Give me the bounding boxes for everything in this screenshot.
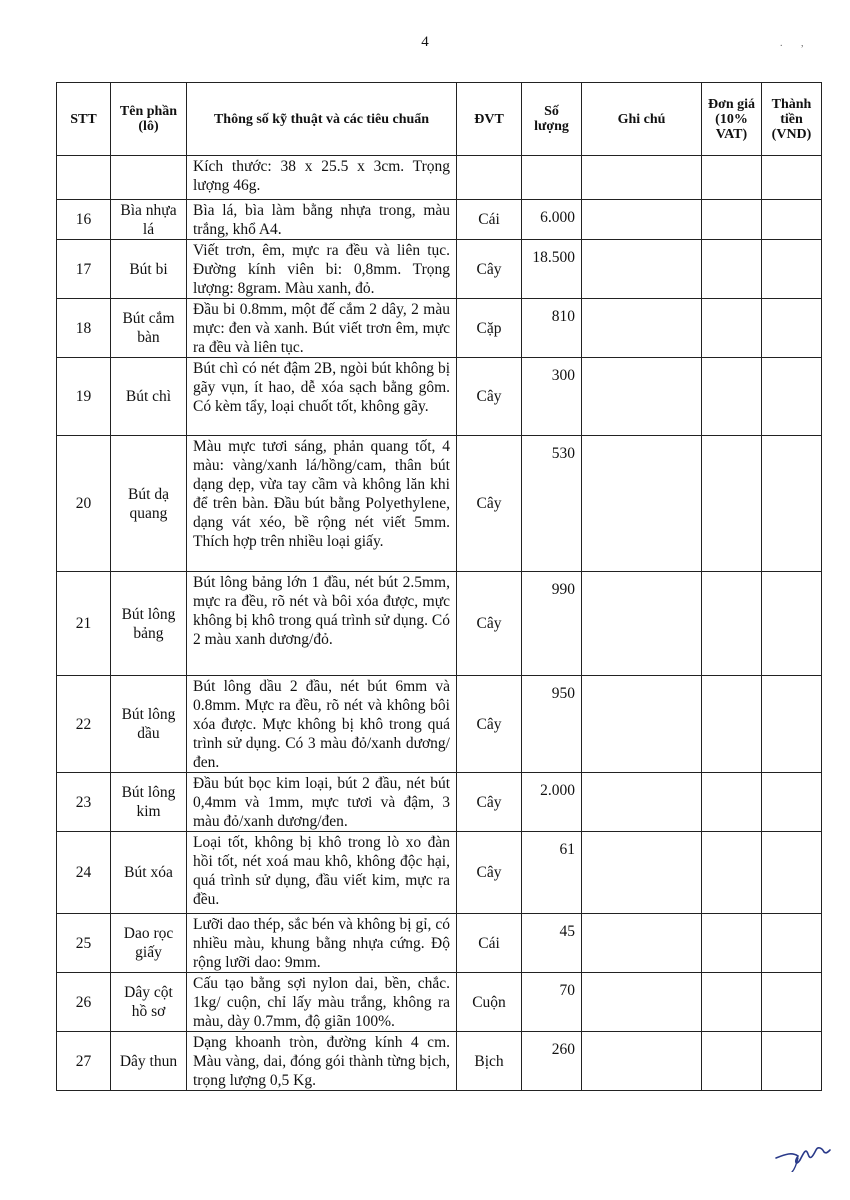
row-note xyxy=(582,436,702,572)
table-row xyxy=(57,832,822,914)
row-price xyxy=(702,200,762,240)
row-price xyxy=(702,973,762,1032)
row-note xyxy=(582,240,702,299)
row-unit: Cái xyxy=(457,200,522,240)
row-price xyxy=(702,358,762,436)
header-unit: ĐVT xyxy=(457,83,522,156)
row-qty: 950 xyxy=(522,676,582,773)
row-total xyxy=(762,973,822,1032)
row-stt: 20 xyxy=(57,436,111,572)
row-price xyxy=(702,832,762,914)
row-total xyxy=(762,676,822,773)
table-header-row xyxy=(57,83,822,156)
row-qty: 2.000 xyxy=(522,773,582,832)
row-total xyxy=(762,773,822,832)
row-item-name: Bút lông bảng xyxy=(111,572,187,676)
row-stt: 16 xyxy=(57,200,111,240)
row-note xyxy=(582,299,702,358)
row-item-name: Dao rọc giấy xyxy=(111,914,187,973)
header-total: Thành tiền (VND) xyxy=(762,83,822,156)
row-note xyxy=(582,773,702,832)
row-stt: 17 xyxy=(57,240,111,299)
row-spec: Lưỡi dao thép, sắc bén và không bị gỉ, có nhiều màu, khung bằng nhựa cứng. Độ rộng lưỡi dao: 9mm. xyxy=(187,914,457,973)
table-body xyxy=(57,156,822,1091)
row-qty: 61 xyxy=(522,832,582,914)
row-spec: Viết trơn, êm, mực ra đều và liên tục. Đường kính viên bi: 0,8mm. Trọng lượng: 8gram. Màu xanh, đỏ. xyxy=(187,240,457,299)
row-spec: Màu mực tươi sáng, phản quang tốt, 4 màu: vàng/xanh lá/hồng/cam, thân bút dạng dẹp, vừa tay cầm và không lăn khi để trên bàn. Đầu bút bằng Polyethylene, dạng vát xéo, bề rộng nét viết 5mm. Thích hợp trên nhiều loại giấy. xyxy=(187,436,457,572)
row-spec: Bút lông dầu 2 đầu, nét bút 6mm và 0.8mm. Mực ra đều, rõ nét và không bôi xóa được. Mực không bị khô trong quá trình sử dụng. Có 3 màu đỏ/xanh dương/đen. xyxy=(187,676,457,773)
row-stt: 18 xyxy=(57,299,111,358)
row-spec: Bút lông bảng lớn 1 đầu, nét bút 2.5mm, mực ra đều, rõ nét và bôi xóa được, mực không bị khô trong quá trình sử dụng. Có 2 màu xanh dương/đỏ. xyxy=(187,572,457,676)
row-unit: Cây xyxy=(457,832,522,914)
row-price xyxy=(702,572,762,676)
header-spec: Thông số kỹ thuật và các tiêu chuẩn xyxy=(187,83,457,156)
row-price xyxy=(702,436,762,572)
page-number: 4 xyxy=(421,34,429,50)
table-row xyxy=(57,973,822,1032)
row-total xyxy=(762,1032,822,1091)
row-qty: 300 xyxy=(522,358,582,436)
table-row xyxy=(57,358,822,436)
row-unit: Cuộn xyxy=(457,973,522,1032)
row-stt: 24 xyxy=(57,832,111,914)
row-item-name: Bút bi xyxy=(111,240,187,299)
row-qty: 810 xyxy=(522,299,582,358)
row-price xyxy=(702,240,762,299)
table-row xyxy=(57,436,822,572)
row-price xyxy=(702,914,762,973)
row-unit: Cây xyxy=(457,676,522,773)
row-stt: 21 xyxy=(57,572,111,676)
row-spec: Đầu bút bọc kim loại, bút 2 đầu, nét bút 0,4mm và 1mm, mực tươi và đậm, 3 màu đỏ/xanh dương/đen. xyxy=(187,773,457,832)
signature-mark xyxy=(772,1132,832,1172)
row-stt: 26 xyxy=(57,973,111,1032)
row-stt: 22 xyxy=(57,676,111,773)
row-stt: 19 xyxy=(57,358,111,436)
row-unit: Cái xyxy=(457,914,522,973)
table-row xyxy=(57,914,822,973)
header-name: Tên phần (lô) xyxy=(111,83,187,156)
table-row xyxy=(57,1032,822,1091)
table-row xyxy=(57,676,822,773)
table-row xyxy=(57,773,822,832)
row-qty: 6.000 xyxy=(522,200,582,240)
row-total xyxy=(762,572,822,676)
row-note xyxy=(582,1032,702,1091)
row-stt xyxy=(57,156,111,200)
row-unit: Cây xyxy=(457,572,522,676)
row-spec: Bìa lá, bìa làm bằng nhựa trong, màu trắng, khổ A4. xyxy=(187,200,457,240)
table-row xyxy=(57,240,822,299)
row-price xyxy=(702,156,762,200)
row-price xyxy=(702,773,762,832)
row-qty: 18.500 xyxy=(522,240,582,299)
row-spec: Dạng khoanh tròn, đường kính 4 cm. Màu vàng, dai, đóng gói thành từng bịch, trọng lượng 0,5 Kg. xyxy=(187,1032,457,1091)
row-spec: Loại tốt, không bị khô trong lò xo đàn hồi tốt, nét xoá mau khô, không độc hại, quá trình sử dụng, đầu viết kim, mực ra đều. xyxy=(187,832,457,914)
row-unit: Cặp xyxy=(457,299,522,358)
row-item-name: Bìa nhựa lá xyxy=(111,200,187,240)
row-price xyxy=(702,299,762,358)
row-note xyxy=(582,156,702,200)
row-total xyxy=(762,200,822,240)
row-note xyxy=(582,572,702,676)
row-note xyxy=(582,676,702,773)
row-unit: Cây xyxy=(457,436,522,572)
table-row xyxy=(57,156,822,200)
row-item-name: Bút cắm bàn xyxy=(111,299,187,358)
row-qty xyxy=(522,156,582,200)
row-item-name: Bút lông dầu xyxy=(111,676,187,773)
row-qty: 990 xyxy=(522,572,582,676)
row-total xyxy=(762,358,822,436)
row-item-name: Bút xóa xyxy=(111,832,187,914)
row-spec: Đầu bi 0.8mm, một đế cắm 2 dây, 2 màu mực: đen và xanh. Bút viết trơn êm, mực ra đều và liên tục. xyxy=(187,299,457,358)
row-unit xyxy=(457,156,522,200)
row-item-name: Dây thun xyxy=(111,1032,187,1091)
row-note xyxy=(582,973,702,1032)
row-stt: 23 xyxy=(57,773,111,832)
header-price: Đơn giá (10% VAT) xyxy=(702,83,762,156)
header-qty: Số lượng xyxy=(522,83,582,156)
row-total xyxy=(762,832,822,914)
table-row xyxy=(57,299,822,358)
row-qty: 45 xyxy=(522,914,582,973)
row-stt: 25 xyxy=(57,914,111,973)
specification-table xyxy=(56,82,822,1091)
corner-marks: . , xyxy=(780,38,812,49)
row-item-name xyxy=(111,156,187,200)
row-note xyxy=(582,914,702,973)
row-total xyxy=(762,156,822,200)
row-note xyxy=(582,200,702,240)
row-unit: Cây xyxy=(457,240,522,299)
row-item-name: Bút lông kim xyxy=(111,773,187,832)
row-total xyxy=(762,914,822,973)
row-qty: 70 xyxy=(522,973,582,1032)
row-price xyxy=(702,676,762,773)
row-unit: Cây xyxy=(457,358,522,436)
row-qty: 530 xyxy=(522,436,582,572)
row-item-name: Bút chì xyxy=(111,358,187,436)
row-unit: Bịch xyxy=(457,1032,522,1091)
row-spec: Cấu tạo bằng sợi nylon dai, bền, chắc. 1kg/ cuộn, chỉ lấy màu trắng, không ra màu, dày 0.7mm, độ giãn 100%. xyxy=(187,973,457,1032)
row-spec: Bút chì có nét đậm 2B, ngòi bút không bị gãy vụn, ít hao, dễ xóa sạch bằng gôm. Có kèm tẩy, loại chuốt tốt, không gãy. xyxy=(187,358,457,436)
row-item-name: Bút dạ quang xyxy=(111,436,187,572)
header-note: Ghi chú xyxy=(582,83,702,156)
row-qty: 260 xyxy=(522,1032,582,1091)
header-stt: STT xyxy=(57,83,111,156)
row-total xyxy=(762,436,822,572)
row-spec: Kích thước: 38 x 25.5 x 3cm. Trọng lượng 46g. xyxy=(187,156,457,200)
row-total xyxy=(762,240,822,299)
table-row xyxy=(57,572,822,676)
row-note xyxy=(582,358,702,436)
row-total xyxy=(762,299,822,358)
row-price xyxy=(702,1032,762,1091)
row-unit: Cây xyxy=(457,773,522,832)
table-row xyxy=(57,200,822,240)
row-stt: 27 xyxy=(57,1032,111,1091)
row-item-name: Dây cột hồ sơ xyxy=(111,973,187,1032)
row-note xyxy=(582,832,702,914)
